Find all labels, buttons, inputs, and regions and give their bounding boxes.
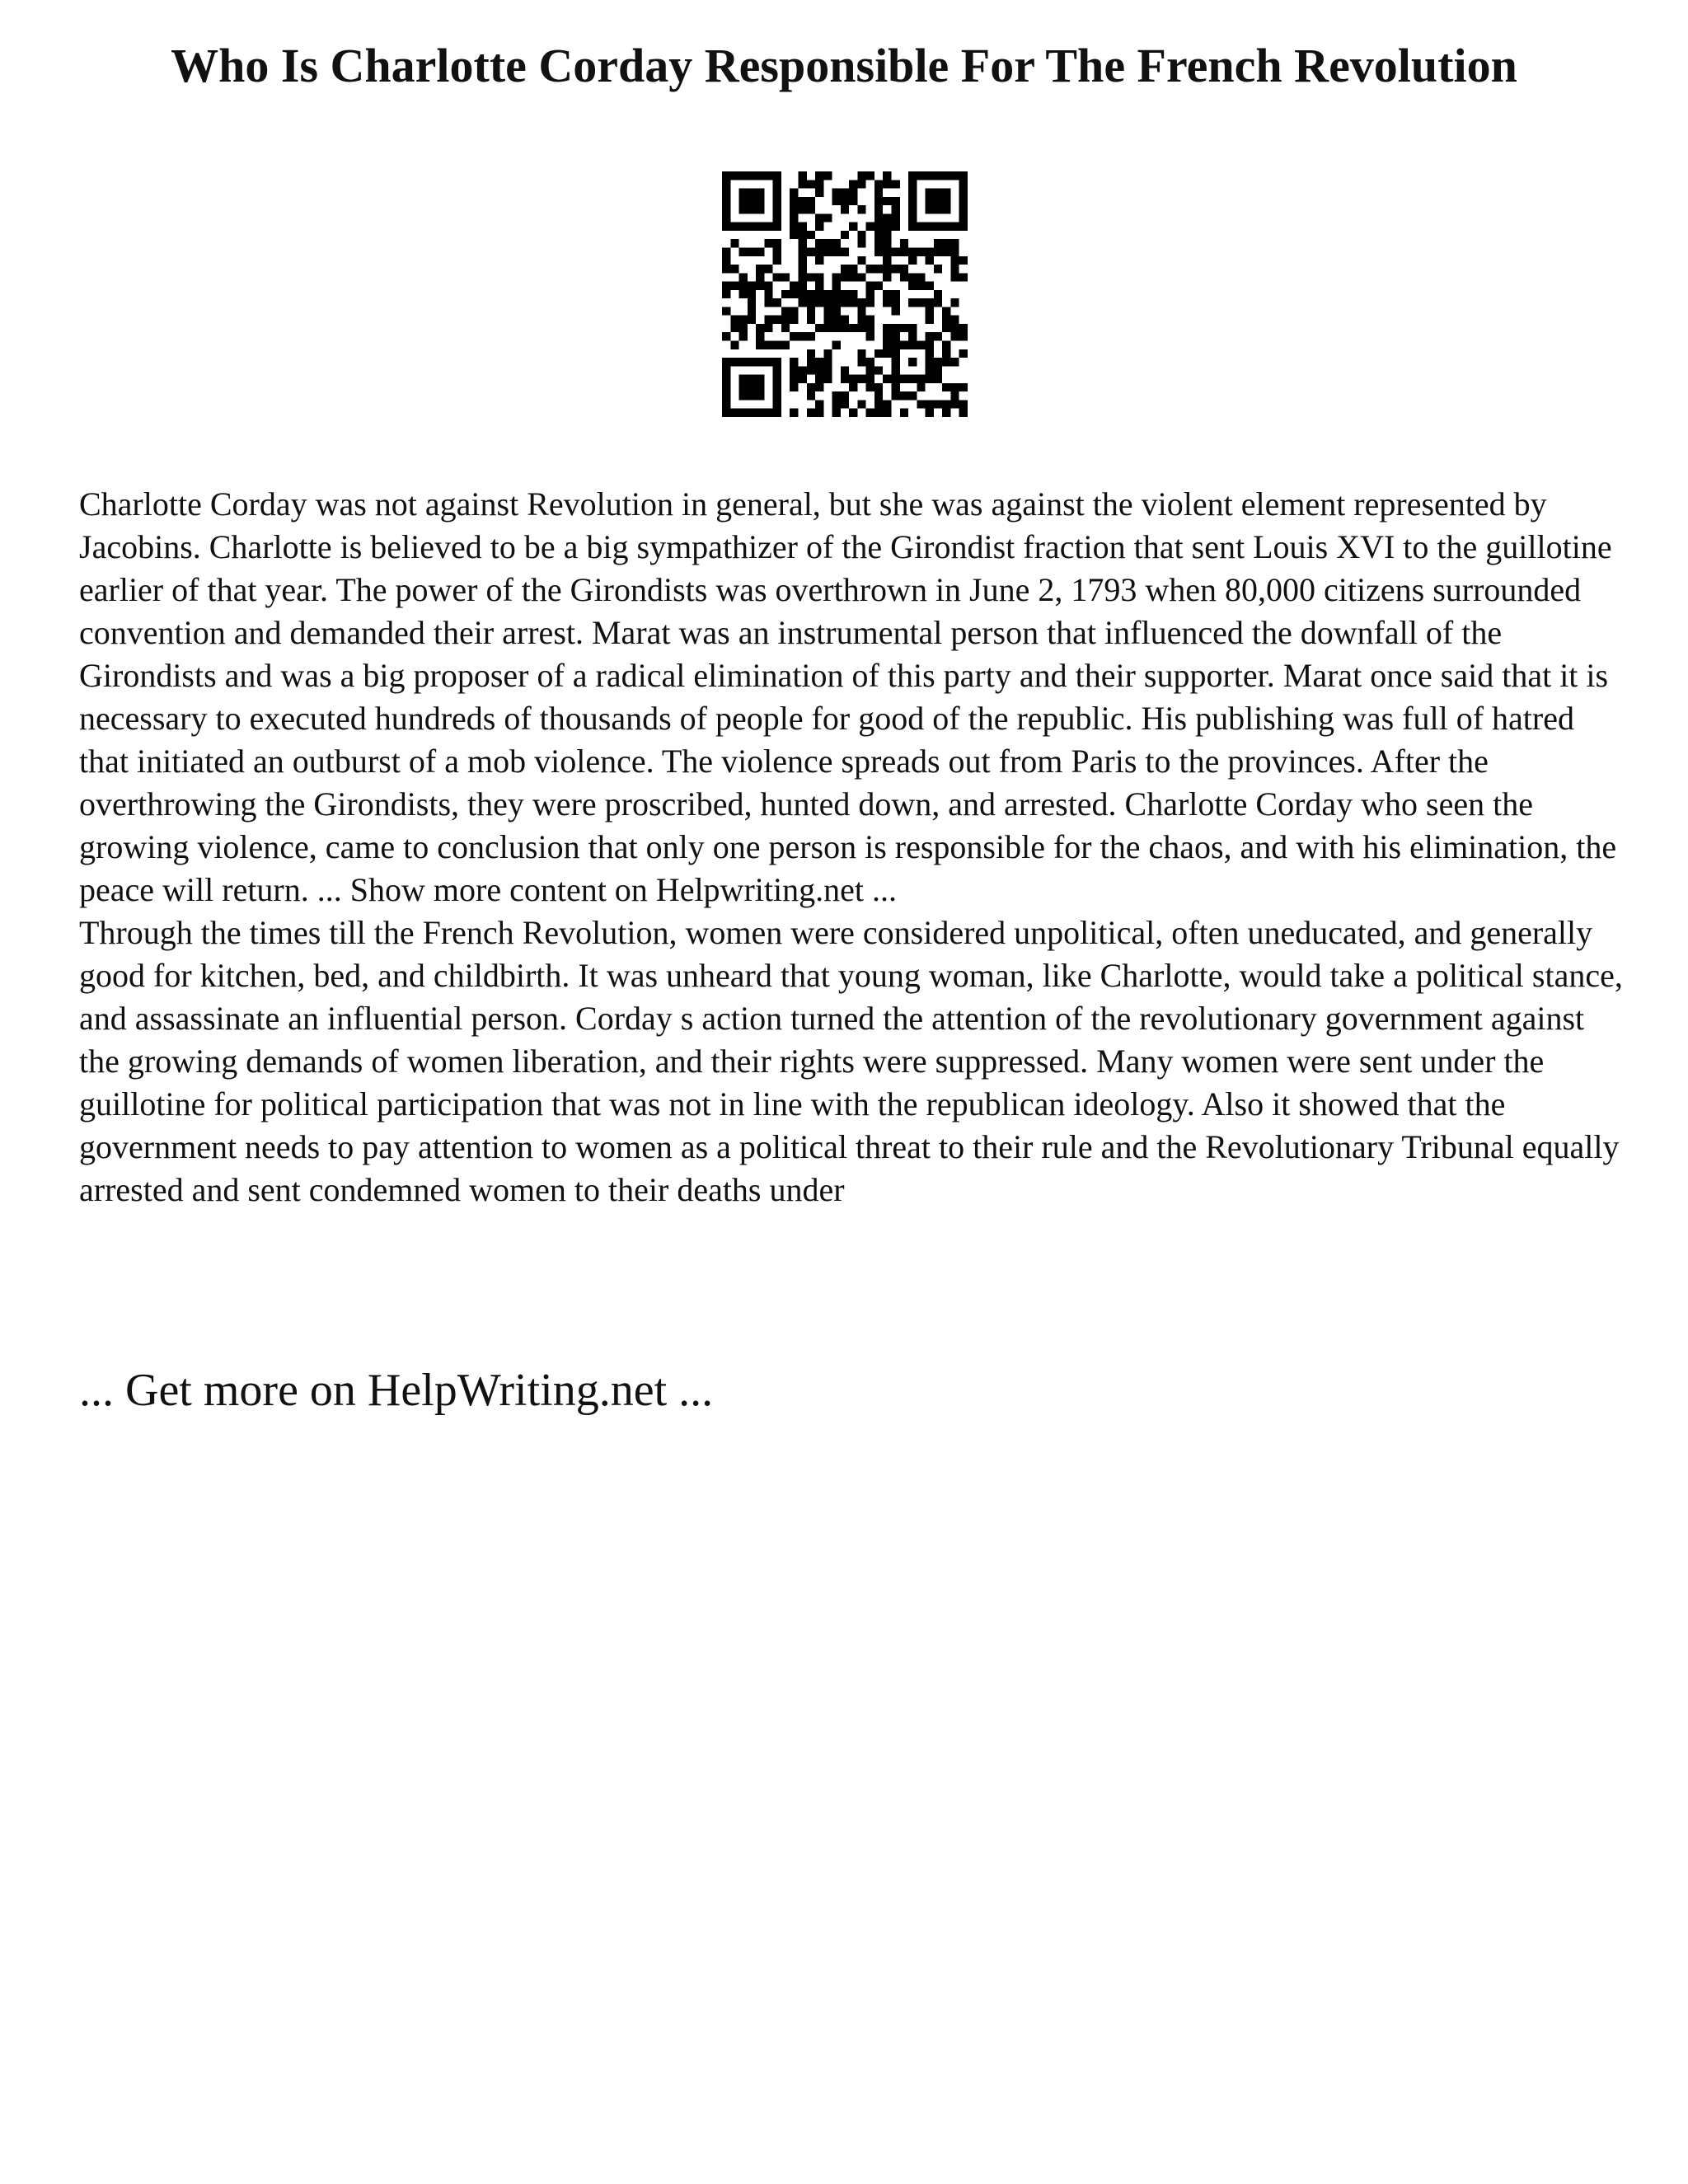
document-body xyxy=(79,483,1629,1212)
get-more-link[interactable]: ... Get more on HelpWriting.net ... xyxy=(79,1365,714,1416)
document-title: Who Is Charlotte Corday Responsible For The French Revolution xyxy=(171,39,1517,92)
qr-code-icon xyxy=(722,171,968,417)
body-paragraph: Through the times till the French Revolution, women were considered unpolitical, often uneducated, and generally good for kitchen, bed, and childbirth. It was unheard that young woman, like Charlotte, would take a political stance, and assassinate an influential person. Corday s action turned the attention of the revolutionary government against the growing demands of women liberation, and their rights were suppressed. Many women were sent under the guillotine for political participation that was not in line with the republican ideology. Also it showed that the government needs to pay attention to women as a political threat to their rule and the Revolutionary Tribunal equally arrested and sent condemned women to their deaths under xyxy=(79,914,1623,1208)
body-paragraph: Charlotte Corday was not against Revolution in general, but she was against the violent element represented by Jacobins. Charlotte is believed to be a big sympathizer of the Girondist fraction that sent Louis XVI to the guillotine earlier of that year. The power of the Girondists was overthrown in June 2, 1793 when 80,000 citizens surrounded convention and demanded their arrest. Marat was an instrumental person that influenced the downfall of the Girondists and was a big proposer of a radical elimination of this party and their supporter. Marat once said that it is necessary to executed hundreds of thousands of people for good of the republic. His publishing was full of hatred that initiated an outburst of a mob violence. The violence spreads out from Paris to the provinces. After the overthrowing the Girondists, they were proscribed, hunted down, and arrested. Charlotte Corday who seen the growing violence, came to conclusion that only one person is responsible for the chaos, and with his elimination, the peace will return. ... Show more content on Helpwriting.net ... xyxy=(79,485,1617,908)
